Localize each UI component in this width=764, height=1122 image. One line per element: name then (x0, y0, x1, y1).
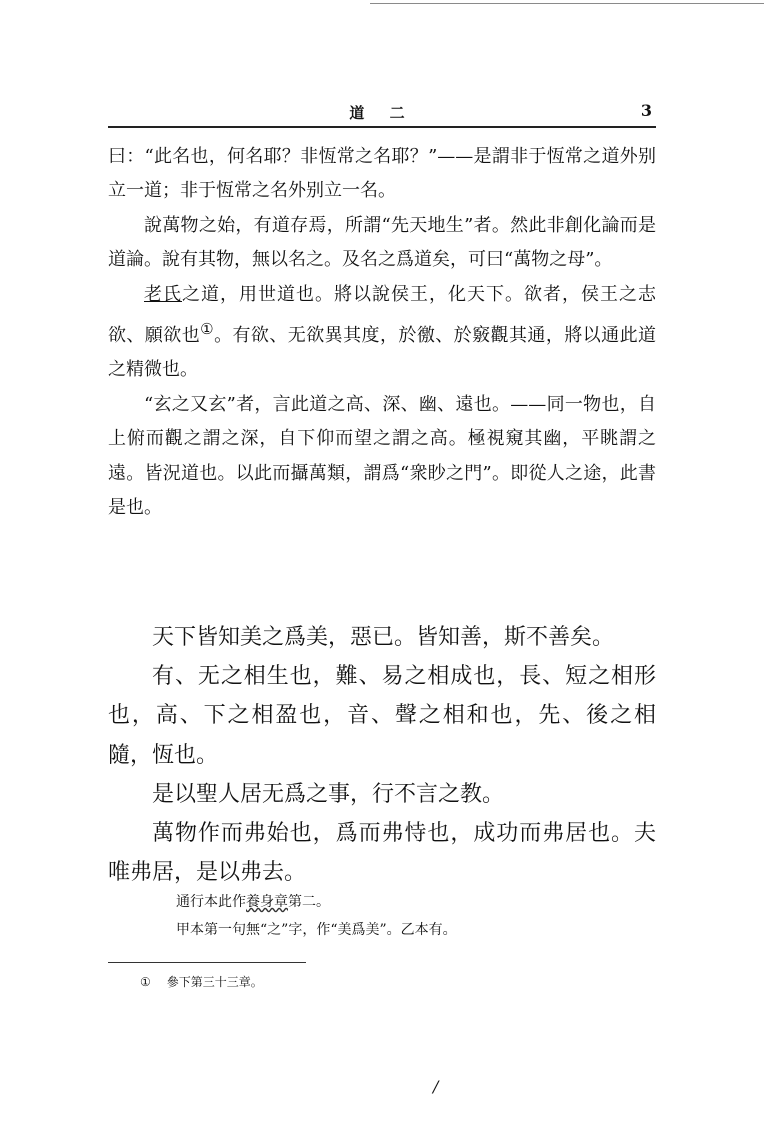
commentary-paragraph-3-end: 。有欲、无欲異其度，於徼、於竅觀其通，將以通此道之精微也。 (108, 325, 657, 381)
commentary-paragraph-3-text: 之道，用世道也。將以說侯王，化天下。欲者，侯王之志欲、願欲也 (108, 283, 656, 347)
commentary-paragraph-1: 曰：“此名也，何名耶？非恆常之名耶？”——是謂非于恆常之道外别立一道；非于恆常之名外别立一名。 (108, 146, 656, 202)
chapter-name-marked: 養身章 (246, 894, 288, 910)
collation-note-1 (176, 888, 646, 916)
page-bottom-mark: / (433, 1077, 439, 1096)
chapter-title: 道 二 (349, 104, 415, 122)
main-text-section (108, 618, 656, 892)
commentary-paragraph-4: “玄之又玄”者，言此道之高、深、幽、遠也。——同一物也，自上俯而觀之謂之深，自下仰而望之謂之高。極視窺其幽，平眺謂之遠。皆況道也。以此而攝萬類，謂爲“衆眇之門”。即從人之途，此書是也。 (108, 393, 656, 519)
commentary-paragraph-3 (108, 278, 656, 388)
footnote (140, 973, 263, 990)
commentary-section (108, 140, 656, 525)
page-number: 3 (640, 101, 652, 120)
main-text-line-4: 萬物作而弗始也，爲而弗恃也，成功而弗居也。夫唯弗居，是以弗去。 (108, 821, 656, 886)
footnote-text: 參下第三十三章。 (166, 975, 263, 989)
page-header (108, 100, 656, 128)
commentary-paragraph-2: 說萬物之始，有道存焉，所謂“先天地生”者。然此非創化論而是道論。說有其物，無以名之。及名之爲道矣，可曰“萬物之母”。 (108, 214, 656, 271)
footnote-reference: ① (200, 320, 215, 339)
underlined-term: 老氏 (144, 283, 182, 305)
main-text-line-3: 是以聖人居无爲之事，行不言之教。 (152, 781, 505, 807)
main-text-line-1: 天下皆知美之爲美，惡已。皆知善，斯不善矣。 (152, 625, 615, 650)
footnote-mark: ① (140, 975, 151, 989)
collation-note-2: 甲本第一句無“之”字，作“美爲美”。乙本有。 (176, 922, 457, 938)
scan-edge-line (370, 3, 764, 4)
collation-notes (176, 888, 646, 944)
main-text-line-2: 有、无之相生也，難、易之相成也，長、短之相形也，高、下之相盈也，音、聲之相和也，先、後之相隨，恆也。 (108, 664, 656, 768)
footnote-divider (108, 962, 306, 963)
collation-note-1-prefix: 通行本此作 (176, 894, 246, 910)
collation-note-1-suffix: 第二。 (288, 894, 330, 910)
